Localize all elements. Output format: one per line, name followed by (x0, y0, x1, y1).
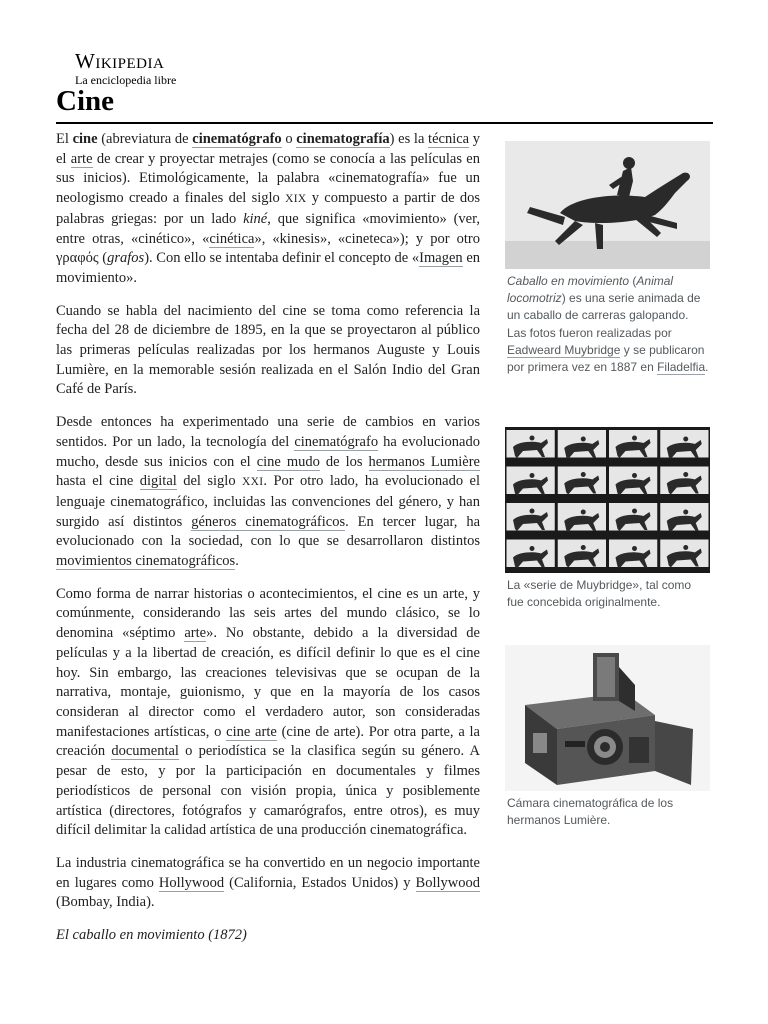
text: La «serie de Muybridge», tal como fue concebida originalmente. (507, 578, 692, 610)
figure-muybridge-series (505, 427, 710, 611)
figure-caption (505, 273, 710, 376)
frame-cell (660, 467, 708, 495)
link-digital[interactable]: digital (139, 473, 177, 490)
text: El caballo en movimiento (1872) (56, 927, 247, 944)
frame-cell (660, 503, 708, 532)
page-title: Cine (56, 85, 114, 117)
frame-cell (507, 467, 555, 496)
frame-cell (609, 467, 657, 496)
link-cinematografo[interactable]: cinematógrafo (294, 433, 379, 450)
text: (California, Estados Unidos) y (224, 874, 416, 891)
text: y compuesto a partir de dos palabras griegas: por un lado (56, 190, 480, 227)
text: y se publicaron por primera vez en 1887 en (507, 342, 705, 375)
link-bollywood[interactable]: Bollywood (415, 874, 480, 891)
paragraph-industry (56, 854, 480, 913)
paragraph-intro (56, 130, 480, 289)
text: (cine de arte). Por otra parte, a la creación (56, 723, 480, 760)
camera-photo[interactable] (505, 645, 710, 791)
text: ». No obstante, debido a la diversidad de películas y a la libertad de creación, es difícil definir lo que es el cine hoy. Sin embargo, las creaciones televisivas que se ocupan de la narrativa, montaje, guionismo, y que en la mayoría de los casos consideran al director como el verdadero autor, son consideradas manifestaciones artísticas, o (56, 625, 480, 740)
frame-cell (507, 540, 555, 569)
link-arte[interactable]: arte (70, 150, 93, 167)
text: . En tercer lugar, ha evolucionado con la sociedad, con lo que se desarrollaron distintos (56, 513, 481, 550)
text: (Bombay, India). (56, 894, 155, 911)
link-arte[interactable]: arte (184, 625, 207, 642)
link-cine-arte[interactable]: cine arte (226, 723, 277, 740)
text: ha evolucionado mucho, desde sus inicios con el (56, 433, 480, 470)
link-hollywood[interactable]: Hollywood (158, 874, 225, 891)
text: del siglo (176, 473, 243, 490)
text: de los (319, 453, 369, 470)
text: El (56, 131, 73, 147)
frame-cell (558, 540, 606, 568)
text: . (235, 553, 239, 570)
text: Cuando se habla del nacimiento del cine se toma como referencia la fecha del 28 de diciembre de 1895, en la que se proyectaron al público las primeras películas realizadas por los hermanos Auguste y Louis Lumière, en la memorable sesión realizada en el Salón Indio del Gran Café de París. (56, 302, 480, 398)
frame-cell (609, 503, 657, 531)
text: Como forma de narrar historias o acontecimientos, el cine es un arte, y comúnmente, considerando las seis artes del mundo clásico, se lo denomina «séptimo (56, 585, 480, 642)
frame-cell (507, 430, 555, 458)
century-numeral: XXI (242, 476, 264, 489)
horse-gallop-image (505, 141, 710, 269)
frame-cell (660, 430, 708, 459)
frame-cell (558, 467, 606, 495)
horse-photo[interactable] (505, 141, 710, 269)
link-eadweard-muybridge[interactable]: Eadweard Muybridge (507, 342, 621, 357)
lumiere-camera-image (505, 645, 710, 791)
text: o periodística se la clasifica según su género. A pesar de esto, y por la participación en documentales y filmes periodísticos de personal con visión propia, única y posiblemente artística (directores, fotógrafos y camarógrafos, entre otros), es muy difícil delimitar la calidad artística de una producción cinematográfica. (56, 743, 480, 839)
figure-horse-in-motion (505, 141, 710, 376)
text: ( (629, 274, 637, 288)
text: , que significa «movimiento» (ver, entre otras, «cinético», « (56, 210, 480, 247)
text: », «kinesis», «cineteca»); y por otro γραφός ( (56, 230, 480, 267)
text: (abreviatura de (97, 131, 193, 147)
text: . (705, 360, 709, 375)
figure-lumiere-camera (505, 645, 710, 829)
text: Cámara cinematográfica de los hermanos Lumière. (507, 796, 674, 828)
text: Animal locomotriz (507, 274, 674, 306)
link-cinematografo[interactable]: cinematógrafo (192, 131, 282, 147)
paragraph-history (56, 302, 480, 401)
paragraph-evolution (56, 413, 480, 572)
frame-cell (660, 540, 708, 568)
article-body (56, 130, 480, 959)
text: de crear y proyectar metrajes (como se conocía a las películas en sus inicios). Etimológicamente, la palabra «cinematografía» fue un neologismo creado a finales del siglo (56, 150, 480, 207)
link-cinetica[interactable]: cinética (209, 230, 255, 247)
muybridge-grid-photo[interactable] (505, 427, 710, 573)
greek-term: kiné (243, 210, 268, 227)
link-cine-mudo[interactable]: cine mudo (256, 453, 320, 470)
media-caption (56, 926, 480, 946)
term-cine: cine (72, 131, 98, 147)
figure-caption (505, 795, 710, 829)
greek-term: grafos (107, 250, 145, 267)
link-generos-cinematograficos[interactable]: géneros cinematográficos (191, 513, 346, 530)
wikipedia-logo[interactable] (75, 50, 176, 87)
title-divider (56, 122, 713, 124)
figure-caption (505, 577, 710, 611)
logo-wordmark: Wikipedia (75, 49, 165, 73)
link-movimientos-cinematograficos[interactable]: movimientos cinematográficos (56, 553, 236, 570)
text: y el (56, 131, 481, 167)
link-cinematografia[interactable]: cinematografía (296, 131, 390, 147)
frame-cell (558, 503, 606, 532)
text: ) es la (389, 131, 429, 147)
paragraph-art (56, 585, 480, 841)
text: hasta el cine (56, 473, 140, 490)
link-hermanos-lumiere[interactable]: hermanos Lumière (368, 453, 480, 470)
logo-tagline: La enciclopedia libre (75, 73, 177, 87)
frame-cell (558, 430, 606, 459)
text: . Por otro lado, ha evolucionado el lenguaje cinematográfico, incluidas las convenciones del género, y han surgido así distintos (56, 473, 480, 530)
frame-cell (609, 540, 657, 569)
frame-cell (609, 430, 657, 458)
link-documental[interactable]: documental (111, 743, 179, 760)
text: Caballo en movimiento (507, 274, 630, 288)
link-tecnica[interactable]: técnica (428, 131, 470, 147)
frame-cell (507, 503, 555, 531)
muybridge-frames-image (505, 427, 710, 573)
text: La industria cinematográfica se ha convertido en un negocio importante en lugares como (56, 854, 480, 891)
text: Desde entonces ha experimentado una serie de cambios en varios sentidos. Por un lado, la tecnología del (56, 414, 480, 450)
text: o (281, 131, 297, 147)
text: ) es una serie animada de un caballo de carreras galopando. Las fotos fueron realizadas por (507, 291, 701, 340)
century-numeral: XIX (285, 193, 307, 206)
text: en movimiento». (56, 250, 481, 286)
link-filadelfia[interactable]: Filadelfia (657, 360, 706, 375)
link-imagen[interactable]: Imagen (419, 250, 463, 267)
text: ). Con ello se intentaba definir el concepto de « (144, 250, 420, 267)
